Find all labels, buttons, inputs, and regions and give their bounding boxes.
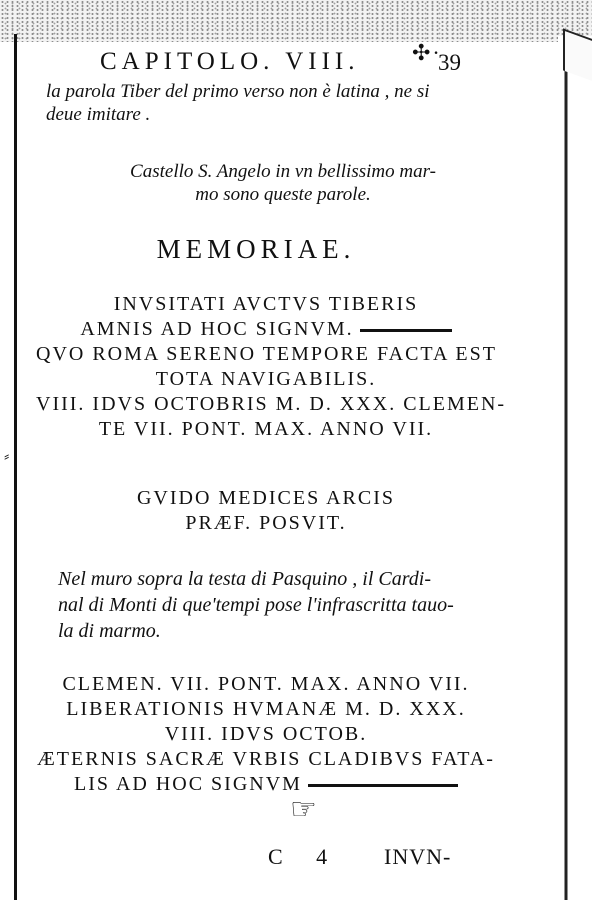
page-footer bbox=[28, 844, 556, 874]
paragraph-line: deue imitare . bbox=[46, 104, 151, 125]
paragraph-castello bbox=[83, 160, 483, 206]
inscription-line: TE VII. PONT. MAX. ANNO VII. bbox=[98, 418, 434, 440]
inscription-line bbox=[36, 317, 496, 342]
inscription-line: LIBERATIONIS HVMANÆ M. D. XXX. bbox=[66, 698, 466, 720]
running-head: CAPITOLO. VIII. bbox=[100, 48, 360, 75]
flood-mark-rule bbox=[308, 784, 458, 787]
scan-border-top bbox=[0, 0, 592, 42]
inscription-line: VIII. IDVS OCTOB. bbox=[164, 723, 368, 745]
flood-mark-rule bbox=[360, 329, 452, 332]
book-page bbox=[28, 40, 556, 894]
inscription-line: ÆTERNIS SACRÆ VRBIS CLADIBVS FATA- bbox=[37, 748, 495, 770]
inscription-line: INVSITATI AVCTVS TIBERIS bbox=[113, 293, 419, 315]
page-right-edge bbox=[558, 36, 592, 900]
ornament-icon: ✣· bbox=[412, 40, 442, 65]
paragraph-line: nal di Monti di que'tempi pose l'infrascritta tauo- bbox=[58, 594, 454, 616]
page-number: 39 bbox=[438, 50, 461, 75]
paragraph-line: Castello S. Angelo in vn bellissimo mar- bbox=[130, 161, 436, 182]
signature-mark: C 4 bbox=[268, 844, 342, 869]
inscription-text: LIS AD HOC SIGNVM bbox=[74, 773, 302, 795]
paragraph-line: la di marmo. bbox=[58, 620, 161, 642]
inscription-text: AMNIS AD HOC SIGNVM. bbox=[80, 318, 354, 340]
inscription-line: QVO ROMA SERENO TEMPORE FACTA EST bbox=[36, 343, 497, 365]
paragraph-line: mo sono queste parole. bbox=[195, 184, 371, 205]
paragraph-tiber bbox=[46, 80, 486, 126]
paragraph-pasquino bbox=[58, 566, 488, 644]
catchword: INVN- bbox=[384, 844, 452, 869]
inscription-dedication bbox=[36, 486, 496, 536]
inscription-line: GVIDO MEDICES ARCIS bbox=[136, 487, 396, 509]
margin-mark: ⸗ bbox=[4, 448, 10, 465]
inscription-line bbox=[36, 772, 496, 797]
inscription-flood bbox=[36, 292, 507, 442]
page-header bbox=[28, 40, 556, 84]
inscription-line: VIII. IDVS OCTOBRIS M. D. XXX. CLEMEN- bbox=[36, 393, 507, 415]
inscription-liberation bbox=[36, 672, 496, 797]
pointing-hand-icon: ☞ bbox=[290, 793, 317, 826]
page-left-edge bbox=[14, 34, 17, 900]
section-heading: MEMORIAE. bbox=[156, 234, 356, 264]
inscription-line: TOTA NAVIGABILIS. bbox=[155, 368, 377, 390]
inscription-line: PRÆF. POSVIT. bbox=[185, 512, 347, 534]
paragraph-line: la parola Tiber del primo verso non è latina , ne si bbox=[46, 81, 430, 102]
inscription-line: CLEMEN. VII. PONT. MAX. ANNO VII. bbox=[62, 673, 470, 695]
paragraph-line: Nel muro sopra la testa di Pasquino , il Cardi- bbox=[58, 568, 431, 590]
